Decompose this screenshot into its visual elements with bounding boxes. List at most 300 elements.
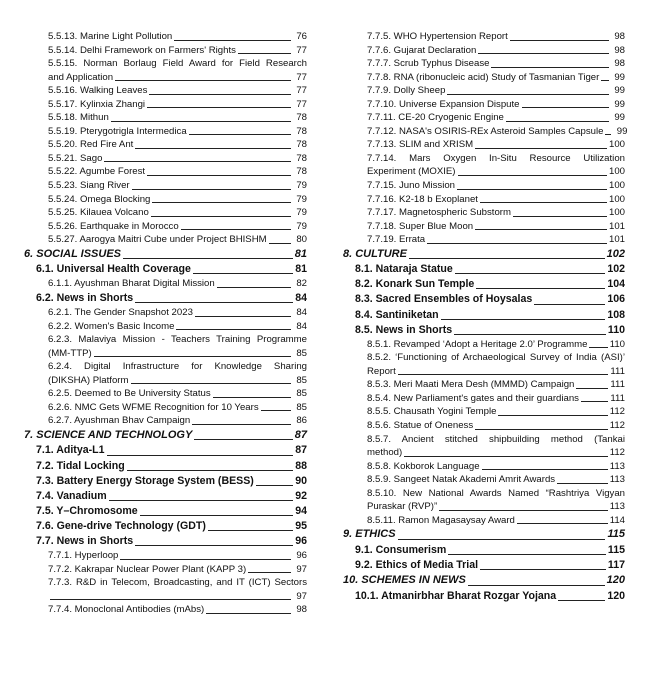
toc-entry-label: 5.5.24. Omega Blocking [48,193,151,205]
toc-page-number: 79 [296,193,307,205]
toc-chapter[interactable] [343,573,625,589]
toc-entry-label: 5.5.26. Earthquake in Morocco [48,220,179,232]
toc-entry-label: 8.5.11. Ramon Magasaysay Award [367,514,515,526]
toc-page-number: 112 [609,406,625,418]
toc-page-number: 79 [296,220,307,232]
toc-section[interactable] [343,262,625,277]
toc-entry-label: 7.7.18. Super Blue Moon [367,220,474,232]
toc-page-number: 78 [296,166,307,178]
toc-entry-label: 9.2. Ethics of Media Trial [355,558,479,571]
toc-chapter[interactable] [343,247,625,263]
toc-entry-continuation [48,347,307,361]
toc-entry-wrapped[interactable] [343,351,625,378]
toc-entry-label: 8.1. Nataraja Statue [355,263,453,276]
toc-leader-line [448,554,606,555]
toc-subsection[interactable] [343,392,625,406]
toc-entry-label: 7.3. Battery Energy Storage System (BESS) [36,474,254,487]
toc-page-number: 115 [607,528,625,541]
toc-leader-line [534,304,605,305]
toc-entry-label: 6.2. News in Shorts [36,291,134,304]
toc-section[interactable] [24,534,307,549]
toc-section[interactable] [24,291,307,306]
toc-leader-line [506,121,609,122]
toc-leader-line [398,539,606,540]
toc-entry-label: 8.5.6. Statue of Oneness [367,420,474,431]
toc-subsection[interactable] [24,165,307,179]
toc-subsection[interactable] [343,98,625,112]
toc-subsection[interactable] [343,84,625,98]
toc-entry-label: 8.3. Sacred Ensembles of Hoysalas [355,293,533,306]
toc-page-number: 101 [608,220,625,232]
toc-section[interactable] [24,262,307,277]
toc-entry-label: 9.1. Consumerism [355,543,447,556]
toc-entry-label: 5.5.15. Norman Borlaug Field Award for Field Research [48,58,307,70]
toc-leader-line [576,388,608,389]
toc-entry-label: 7.7. News in Shorts [36,534,134,547]
toc-page-number: 102 [606,247,625,260]
toc-page-number: 120 [606,574,625,587]
toc-subsection[interactable] [24,401,307,415]
toc-subsection[interactable] [24,44,307,58]
toc-subsection[interactable] [343,206,625,220]
toc-leader-line [491,67,609,68]
toc-subsection[interactable] [343,419,625,433]
toc-subsection[interactable] [24,387,307,401]
toc-leader-line [558,600,605,601]
toc-leader-line [557,483,608,484]
toc-entry-label: 8.5.1. Revamped ‘Adopt a Heritage 2.0’ Programme [367,338,588,350]
toc-entry-continuation [48,590,307,604]
toc-leader-line [189,134,291,135]
toc-page-number: 111 [610,379,625,391]
toc-leader-line [127,470,294,471]
toc-leader-line [193,273,293,274]
toc-page-number: 85 [296,401,307,413]
toc-entry-label: 5.5.14. Delhi Framework on Farmers' Rights [48,44,236,56]
toc-page-number: 85 [296,388,307,400]
toc-subsection[interactable] [343,233,625,247]
toc-subsection[interactable] [24,233,307,247]
toc-page-number: 87 [294,428,307,441]
toc-entry-label: 7.7.14. Mars Oxygen In-Situ Resource Utilization [367,152,625,164]
toc-entry-label: 8.5.2. ‘Functioning of Archaeological Survey of India (ASI)’ [367,352,625,364]
toc-page-number: 114 [609,514,625,526]
toc-entry-continuation [367,365,625,379]
toc-entry-label: 5.5.13. Marine Light Pollution [48,31,173,42]
toc-page-number: 95 [295,519,307,532]
toc-page-number: 99 [614,98,625,110]
toc-subsection[interactable] [343,338,625,352]
toc-subsection[interactable] [24,125,307,139]
toc-entry-label: 6.2.3. Malaviya Mission - Teachers Training Programme [48,334,307,346]
toc-entry-label-cont: method) [367,447,403,459]
toc-subsection[interactable] [24,98,307,112]
toc-entry-label: 7.7.1. Hyperloop [48,550,119,562]
toc-entry-label-cont: (MM-TTP) [48,347,92,359]
toc-entry-label: 8.5.4. New Parliament's gates and their guardians [367,392,579,404]
toc-leader-line [149,94,291,95]
toc-subsection[interactable] [343,179,625,193]
toc-subsection[interactable] [24,277,307,291]
toc-subsection[interactable] [343,193,625,207]
toc-leader-line [269,243,291,244]
toc-section[interactable] [24,443,307,458]
toc-page-number: 94 [295,504,307,517]
toc-entry-continuation [367,500,625,514]
toc-entry-label: 6.2.5. Deemed to Be University Status [48,388,211,400]
toc-page-number: 84 [296,306,307,318]
toc-leader-line [120,559,291,560]
toc-page-number: 92 [295,489,307,502]
toc-subsection[interactable] [24,563,307,577]
toc-page-number: 113 [609,474,625,486]
toc-section[interactable] [343,589,625,604]
toc-page-number: 78 [296,112,307,124]
toc-entry-label: 7.7.17. Magnetospheric Substorm [367,207,511,219]
toc-entry-label: 8.5. News in Shorts [355,323,453,336]
toc-leader-line [605,134,611,135]
toc-entry-label: 5.5.19. Pterygotrigla Intermedica [48,125,187,137]
toc-entry-label: 8.5.10. New National Awards Named “Rashtriya Vigyan [367,487,625,499]
toc-page-number: 110 [607,323,625,336]
toc-leader-line [601,80,609,81]
toc-leader-line [468,585,605,586]
toc-entry-label: 5.5.18. Mithun [48,112,109,124]
toc-entry-wrapped[interactable] [343,433,625,460]
toc-entry-label: 6.1. Universal Health Coverage [36,263,191,276]
toc-leader-line [206,613,291,614]
toc-entry-label: 8. CULTURE [343,247,407,260]
toc-leader-line [131,383,292,384]
toc-leader-line [256,485,293,486]
toc-subsection[interactable] [24,320,307,334]
toc-leader-line [217,287,291,288]
toc-page-number: 100 [608,180,625,192]
toc-entry-label: 6. SOCIAL ISSUES [24,247,121,260]
toc-page-number: 113 [609,460,625,472]
toc-entry-label-cont: (DIKSHA) Platform [48,374,129,386]
toc-subsection[interactable] [24,179,307,193]
toc-subsection[interactable] [343,405,625,419]
toc-leader-line [135,545,293,546]
toc-page-number: 108 [607,308,625,321]
toc-subsection[interactable] [343,111,625,125]
toc-entry-label: 10. SCHEMES IN NEWS [343,574,466,587]
toc-section[interactable] [24,474,307,489]
toc-page-number: 100 [608,193,625,205]
toc-leader-line [208,530,293,531]
toc-subsection[interactable] [343,71,625,85]
toc-page-number: 78 [296,139,307,151]
toc-entry-label-cont: and Application [48,71,114,83]
toc-leader-line [457,189,607,190]
toc-entry-label: 7.4. Vanadium [36,489,107,502]
toc-leader-line [135,302,293,303]
toc-entry-label: 7.7.10. Universe Expansion Dispute [367,98,520,110]
toc-subsection[interactable] [24,138,307,152]
toc-subsection[interactable] [343,57,625,71]
toc-page-number: 88 [295,459,307,472]
toc-entry-label: 7.7.19. Errata [367,234,426,246]
toc-page-number: 80 [296,234,307,246]
toc-leader-line [480,569,606,570]
toc-page-number: 85 [296,347,307,359]
toc-entry-label: 8.5.8. Kokborok Language [367,460,480,472]
toc-subsection[interactable] [24,30,307,44]
toc-entry-wrapped[interactable] [24,57,307,84]
toc-leader-line [174,40,291,41]
toc-leader-line [454,334,606,335]
toc-page-number: 104 [607,278,625,291]
toc-leader-line [447,94,609,95]
toc-entry-label: 8.5.9. Sangeet Natak Akademi Amrit Awards [367,474,556,486]
toc-leader-line [132,189,291,190]
toc-entry-label: 8.5.5. Chausath Yogini Temple [367,406,497,418]
toc-subsection[interactable] [24,111,307,125]
toc-page-number: 112 [609,447,625,459]
toc-leader-line [147,175,291,176]
toc-entry-label: 5.5.27. Aarogya Maitri Cube under Project BHISHM [48,234,267,246]
toc-entry-label: 7.7.5. WHO Hypertension Report [367,31,508,42]
toc-subsection[interactable] [24,193,307,207]
toc-section[interactable] [343,308,625,323]
toc-entry-label: 6.2.4. Digital Infrastructure for Knowledge Sharing [48,361,307,373]
toc-entry-label: 8.2. Konark Sun Temple [355,278,475,291]
toc-entry-label: 9. ETHICS [343,528,396,541]
toc-subsection[interactable] [343,30,625,44]
toc-entry-wrapped[interactable] [24,333,307,360]
toc-page-number: 99 [614,85,625,97]
toc-leader-line [147,107,291,108]
toc-entry-label: 5.5.20. Red Fire Ant [48,139,134,151]
toc-page-number: 100 [608,139,625,151]
toc-entry-label: 7.6. Gene-drive Technology (GDT) [36,519,206,532]
toc-leader-line [404,456,608,457]
toc-leader-line [104,161,291,162]
toc-subsection[interactable] [24,84,307,98]
toc-page-number: 77 [296,98,307,110]
toc-entry-label: 6.2.2. Women's Basic Income [48,320,175,332]
toc-entry-label: 7.7.12. NASA's OSIRIS-REx Asteroid Samples Capsule [367,125,604,137]
toc-entry-label: 5.5.25. Kilauea Volcano [48,207,149,219]
toc-entry-label: 7.7.4. Monoclonal Antibodies (mAbs) [48,604,205,616]
toc-section[interactable] [343,543,625,558]
toc-subsection[interactable] [343,220,625,234]
toc-subsection[interactable] [24,549,307,563]
toc-leader-line [476,288,605,289]
toc-page-number: 84 [296,320,307,332]
toc-section[interactable] [343,558,625,573]
toc-page-number: 111 [610,392,625,404]
toc-entry-continuation [367,165,625,179]
toc-entry-label: 7.7.6. Gujarat Declaration [367,44,477,56]
toc-entry-wrapped[interactable] [24,360,307,387]
toc-entry-continuation [367,446,625,460]
toc-entry-label: 6.2.1. The Gender Snapshot 2023 [48,306,193,318]
toc-page-number: 98 [296,604,307,616]
toc-page-number: 85 [296,374,307,386]
toc-leader-line [111,121,291,122]
toc-leader-line [475,148,607,149]
toc-leader-line [398,374,609,375]
toc-subsection[interactable] [343,44,625,58]
toc-leader-line [581,401,608,402]
toc-leader-line [176,329,291,330]
toc-leader-line [427,243,607,244]
toc-entry-label: 8.5.7. Ancient stitched shipbuilding method (Tankai [367,433,625,445]
toc-chapter[interactable] [343,527,625,543]
toc-page-number: 98 [614,44,625,56]
toc-subsection[interactable] [24,220,307,234]
toc-page-number: 86 [296,415,307,427]
toc-leader-line [195,316,291,317]
toc-leader-line [455,273,606,274]
toc-section[interactable] [343,323,625,338]
toc-entry-label: 7.2. Tidal Locking [36,459,125,472]
toc-page-number: 81 [295,263,307,276]
toc-page-number: 111 [610,365,625,377]
toc-leader-line [192,424,291,425]
toc-column-left [24,30,307,617]
toc-page-number: 82 [296,278,307,290]
toc-page-number: 98 [614,31,625,42]
toc-entry-continuation [48,71,307,85]
toc-entry-label: 8.5.3. Meri Maati Mera Desh (MMMD) Campaign [367,379,575,391]
toc-leader-line [517,523,608,524]
toc-entry-label: 7.7.16. K2-18 b Exoplanet [367,193,478,205]
toc-subsection[interactable] [343,514,625,528]
toc-subsection[interactable] [24,306,307,320]
toc-subsection[interactable] [24,206,307,220]
toc-entry-wrapped[interactable] [343,487,625,514]
toc-entry-label-cont: Puraskar (RVP)” [367,501,438,513]
toc-entry-label: 7.7.15. Juno Mission [367,180,455,192]
toc-page-number: 97 [296,563,307,575]
toc-entry-label: 8.4. Santiniketan [355,308,439,321]
toc-page-number: 77 [296,44,307,56]
toc-entry-label: 5.5.21. Sago [48,152,103,164]
toc-page-number: 96 [296,550,307,562]
toc-section[interactable] [343,292,625,307]
toc-chapter[interactable] [24,247,307,263]
toc-entry-label: 5.5.22. Agumbe Forest [48,166,146,178]
toc-entry-label: 7.7.2. Kakrapar Nuclear Power Plant (KAPP 3) [48,563,247,575]
toc-subsection[interactable] [24,152,307,166]
toc-entry-label: 7.1. Aditya-L1 [36,444,105,457]
toc-leader-line [213,397,291,398]
toc-section[interactable] [24,519,307,534]
toc-page-number: 100 [608,166,625,178]
toc-leader-line [261,410,291,411]
toc-page-number: 117 [607,558,625,571]
toc-page-number: 113 [609,501,625,513]
toc-leader-line [94,356,291,357]
toc-page-number: 100 [608,207,625,219]
toc-leader-line [441,319,606,320]
toc-page-number: 90 [295,474,307,487]
toc-entry-label: 7.7.11. CE-20 Cryogenic Engine [367,112,504,124]
toc-subsection[interactable] [343,460,625,474]
toc-leader-line [482,469,608,470]
toc-leader-line [135,148,291,149]
toc-leader-line [140,515,294,516]
toc-entry-label-cont: Experiment (MOXIE) [367,166,456,178]
toc-leader-line [248,572,291,573]
toc-entry-label: 7.7.9. Dolly Sheep [367,85,446,97]
toc-leader-line [513,216,607,217]
toc-page-number: 99 [614,71,625,83]
toc-leader-line [181,229,291,230]
toc-section[interactable] [343,277,625,292]
toc-entry-label: 7.7.8. RNA (ribonucleic acid) Study of Tasmanian Tiger [367,71,600,83]
toc-entry-label: 5.5.23. Siang River [48,180,130,192]
toc-leader-line [152,202,291,203]
toc-section[interactable] [24,459,307,474]
toc-section[interactable] [24,489,307,504]
toc-leader-line [409,258,605,259]
toc-leader-line [194,439,292,440]
toc-page-number: 77 [296,71,307,83]
toc-leader-line [475,429,608,430]
toc-chapter[interactable] [24,428,307,444]
toc-page-number: 79 [296,207,307,219]
toc-leader-line [238,53,291,54]
toc-page-number: 97 [296,590,307,602]
toc-leader-line [480,202,607,203]
toc-leader-line [115,80,291,81]
toc-page-number: 96 [295,534,307,547]
toc-entry-label-cont: Report [367,365,396,377]
toc-leader-line [50,599,291,600]
toc-subsection[interactable] [343,125,628,139]
toc-page-number: 102 [607,263,625,276]
toc-leader-line [107,455,294,456]
toc-subsection[interactable] [343,138,625,152]
toc-entry-wrapped[interactable] [343,152,625,179]
toc-entry-continuation [48,374,307,388]
toc-page-number: 112 [609,420,625,431]
toc-entry-label: 10.1. Atmanirbhar Bharat Rozgar Yojana [355,589,557,602]
toc-leader-line [475,229,607,230]
toc-subsection[interactable] [343,378,625,392]
toc-entry-label: 5.5.16. Walking Leaves [48,85,148,97]
toc-page-number: 76 [296,31,307,42]
toc-leader-line [589,347,607,348]
toc-subsection[interactable] [24,414,307,428]
toc-page-number: 77 [296,85,307,97]
toc-leader-line [123,258,293,259]
toc-page-number: 78 [296,152,307,164]
toc-leader-line [498,415,607,416]
toc-page-number: 81 [294,247,307,260]
toc-subsection[interactable] [343,473,625,487]
toc-section[interactable] [24,504,307,519]
toc-entry-wrapped[interactable] [24,576,307,603]
toc-page-number: 98 [614,58,625,70]
toc-subsection[interactable] [24,603,307,617]
toc-page-number: 99 [616,125,628,137]
toc-leader-line [458,175,607,176]
toc-leader-line [478,53,609,54]
toc-page-number: 99 [614,112,625,124]
toc-page-number: 84 [295,291,307,304]
toc-entry-label: 7.5. Y–Chromosome [36,504,138,517]
toc-entry-label: 7.7.3. R&D in Telecom, Broadcasting, and IT (ICT) Sectors [48,577,307,589]
toc-leader-line [510,40,609,41]
toc-leader-line [522,107,609,108]
toc-entry-label: 6.2.6. NMC Gets WFME Recognition for 10 Years [48,401,259,413]
toc-page-number: 101 [608,234,625,246]
